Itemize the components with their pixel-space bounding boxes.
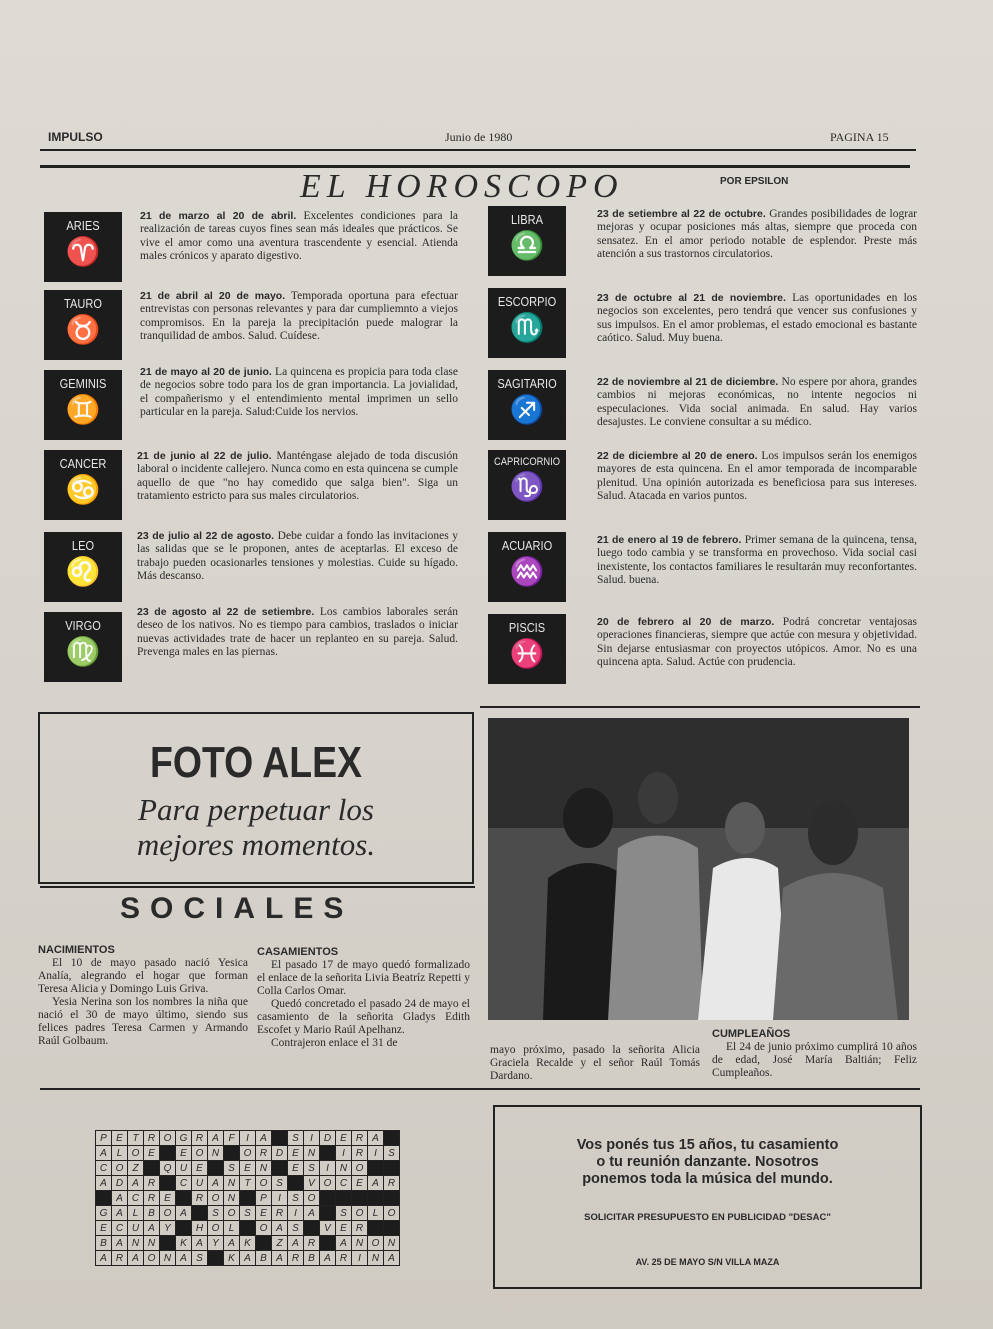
sign-dates: 21 de enero al 19 de febrero. xyxy=(597,534,742,546)
crossword-cell: R xyxy=(112,1251,128,1266)
crossword-cell: R xyxy=(384,1176,400,1191)
crossword-cell: A xyxy=(320,1251,336,1266)
sign-dates: 21 de abril al 20 de mayo. xyxy=(140,290,286,302)
sign-cancer xyxy=(44,450,122,520)
crossword-cell: H xyxy=(192,1221,208,1236)
crossword-black-cell xyxy=(320,1206,336,1221)
crossword-cell: A xyxy=(368,1131,384,1146)
crossword-cell: G xyxy=(96,1206,112,1221)
sign-name: ACUARIO xyxy=(501,538,553,553)
crossword-cell: O xyxy=(224,1206,240,1221)
crossword-cell: D xyxy=(112,1176,128,1191)
crossword-row xyxy=(96,1146,400,1161)
crossword-cell: C xyxy=(96,1161,112,1176)
crab-icon: ♋ xyxy=(65,474,101,505)
crossword-cell: A xyxy=(256,1131,272,1146)
casamientos-column xyxy=(257,946,470,1050)
crossword-cell: S xyxy=(288,1131,304,1146)
horoscope-leo xyxy=(137,530,458,584)
crossword-cell: O xyxy=(240,1146,256,1161)
crossword-cell: A xyxy=(96,1176,112,1191)
music-ad-text xyxy=(495,1137,920,1188)
sign-text: Excelentes condiciones para la realización de tareas cuyos fines sean más ideales que prácticos. Se vive el amor como una aventura trascendente y esencial. Atienda males crónicos y aparato digestivo. xyxy=(140,210,459,263)
crossword-cell: I xyxy=(304,1131,320,1146)
crossword-cell: A xyxy=(144,1221,160,1236)
crossword-cell: A xyxy=(112,1191,128,1206)
crossword-cell: N xyxy=(256,1161,272,1176)
sign-name: CAPRICORNIO xyxy=(494,456,560,468)
crossword-cell: S xyxy=(224,1161,240,1176)
crossword-cell: O xyxy=(160,1131,176,1146)
crossword-black-cell xyxy=(320,1191,336,1206)
crossword-cell: N xyxy=(224,1176,240,1191)
crossword-cell: V xyxy=(304,1176,320,1191)
crossword-black-cell xyxy=(336,1191,352,1206)
sign-dates: 21 de junio al 22 de julio. xyxy=(137,450,272,462)
sign-libra xyxy=(488,206,566,276)
crossword-black-cell xyxy=(208,1251,224,1266)
crossword-cell: C xyxy=(336,1176,352,1191)
sign-piscis xyxy=(488,614,566,684)
crossword-black-cell xyxy=(320,1146,336,1161)
crossword-black-cell xyxy=(96,1191,112,1206)
sign-virgo xyxy=(44,612,122,682)
sign-text: Manténgase alejado de toda discusión laboral o incidente callejero. Nunca como en esta quincena se cumple aquello de que "no hay comedido que salga bien". Siga un tratamiento estricto para sus males circulatorios. xyxy=(137,450,458,503)
sign-dates: 20 de febrero al 20 de marzo. xyxy=(597,616,775,628)
sign-text: La quincena es propicia para toda clase de negocios sobre todo para los de gran importancia. La jovialidad, el compañerismo y el entendimiento mental imprimen un sello particular en la pareja. Salud:Cuide los nervios. xyxy=(140,366,458,419)
scales-icon: ♎ xyxy=(509,230,545,261)
crossword-cell: D xyxy=(320,1131,336,1146)
sign-dates: 23 de setiembre al 22 de octubre. xyxy=(597,208,766,220)
goat-icon: ♑ xyxy=(509,471,545,502)
crossword-cell: E xyxy=(240,1161,256,1176)
sign-escorpio xyxy=(488,288,566,358)
crossword-cell: O xyxy=(256,1221,272,1236)
horoscope-acuario xyxy=(597,534,917,588)
sign-text: Primer semana de la quincena, tensa, luego todo cambia y se transforma en provechoso. Vida social casi inexistente, los contactos familiares le resultarán muy reconfortantes. Salud. buena. xyxy=(597,534,918,587)
issue-date: Junio de 1980 xyxy=(445,130,513,144)
crossword-cell: A xyxy=(176,1206,192,1221)
crossword-cell: O xyxy=(144,1251,160,1266)
crossword-black-cell xyxy=(384,1191,400,1206)
crossword-cell: E xyxy=(144,1146,160,1161)
crossword-cell: I xyxy=(336,1146,352,1161)
crossword-cell: I xyxy=(240,1131,256,1146)
crossword-cell: O xyxy=(208,1221,224,1236)
crossword-black-cell xyxy=(256,1236,272,1251)
sign-name: SAGITARIO xyxy=(497,376,557,391)
crossword-cell: T xyxy=(128,1131,144,1146)
crossword-cell: B xyxy=(304,1251,320,1266)
sign-dates: 23 de julio al 22 de agosto. xyxy=(137,530,275,542)
crossword-cell: A xyxy=(208,1176,224,1191)
crossword-cell: O xyxy=(304,1191,320,1206)
horoscope-piscis xyxy=(597,616,917,670)
crossword-black-cell xyxy=(304,1221,320,1236)
crossword-black-cell xyxy=(272,1161,288,1176)
music-ad-address: AV. 25 DE MAYO S/N VILLA MAZA xyxy=(635,1257,780,1267)
crossword-black-cell xyxy=(384,1161,400,1176)
sign-name: LIBRA xyxy=(511,212,543,227)
crossword-cell: V xyxy=(320,1221,336,1236)
crossword-black-cell xyxy=(272,1131,288,1146)
crossword-cell: A xyxy=(96,1146,112,1161)
crossword-cell: E xyxy=(288,1146,304,1161)
crossword-cell: K xyxy=(176,1236,192,1251)
crossword-cell: R xyxy=(192,1131,208,1146)
horoscope-tauro xyxy=(140,290,458,344)
crossword-black-cell xyxy=(384,1221,400,1236)
casamientos-item: El pasado 17 de mayo quedó formalizado el enlace de la señorita Livia Beatríz Repetti y Colla Carlos Omar. xyxy=(257,959,470,997)
sign-text: Los impulsos serán los enemigos mayores de esta quincena. En el amor temporada de incomparable plenitud. Una opinión autorizada es beneficiosa para sus intereses. Salud. Atacada en varios puntos. xyxy=(597,450,918,503)
crossword-cell: R xyxy=(144,1191,160,1206)
crossword-black-cell xyxy=(368,1191,384,1206)
crossword-cell: G xyxy=(176,1131,192,1146)
ad-subtitle xyxy=(40,792,472,862)
horoscope-libra xyxy=(597,208,917,262)
crossword-black-cell xyxy=(320,1236,336,1251)
crossword-black-cell xyxy=(160,1176,176,1191)
sign-text: Grandes posibilidades de lograr mejoras y ocupar posiciones más altas, siempre que proceda con sensatez. En el amor periodo notable de esplendor. Preste más atención a sus trastornos circulatorios. xyxy=(597,208,918,261)
crossword-row xyxy=(96,1176,400,1191)
crossword-cell: N xyxy=(128,1236,144,1251)
sign-name: LEO xyxy=(71,538,95,553)
crossword-black-cell xyxy=(352,1191,368,1206)
crossword-cell: N xyxy=(368,1251,384,1266)
crossword-cell: R xyxy=(288,1251,304,1266)
crossword-cell: E xyxy=(336,1221,352,1236)
crossword-cell: S xyxy=(192,1251,208,1266)
horoscope-cancer xyxy=(137,450,458,504)
crossword-cell: O xyxy=(160,1206,176,1221)
crossword-cell: A xyxy=(208,1131,224,1146)
crossword-cell: U xyxy=(176,1161,192,1176)
crossword-black-cell xyxy=(176,1221,192,1236)
crossword-cell: N xyxy=(144,1236,160,1251)
archer-icon: ♐ xyxy=(509,394,545,425)
crossword-cell: U xyxy=(192,1176,208,1191)
crossword-cell: O xyxy=(112,1161,128,1176)
sign-leo xyxy=(44,532,122,602)
crossword-cell: E xyxy=(288,1161,304,1176)
sign-text: Las oportunidades en los negocios son excelentes, pero tendrá que vencer sus confusiones y sus impulsos. En el amor problemas, el estado emocional es bastante caótico. Salud. Muy buena. xyxy=(597,292,917,345)
crossword-cell: R xyxy=(352,1146,368,1161)
crossword-cell: I xyxy=(352,1251,368,1266)
horoscope-capricornio xyxy=(597,450,917,504)
crossword-cell: L xyxy=(224,1221,240,1236)
sign-text: Temporada oportuna para efectuar entrevistas con personas relevantes y para dar cumpliemnto a viejos compromisos. En la pareja la precipitación puede malograr la tranquilidad de ambos. Salud. Cuídese. xyxy=(140,290,458,343)
sociales-title: SOCIALES xyxy=(120,892,354,925)
cumpleanos-item: El 24 de junio próximo cumplirá 10 años de edad, José María Baltián; Feliz Cumpleaños. xyxy=(712,1041,917,1079)
crossword-cell: I xyxy=(368,1146,384,1161)
music-ad-line-2: o tu reunión danzante. Nosotros xyxy=(596,1154,819,1170)
sign-text: Podrá concretar ventajosas operaciones financieras, siempre que actúe con mesura y objetividad. Sin dejarse entusiasmar con proyectos utópicos. Amor. No es una quincena apta. Salud. Actúe con prudencia. xyxy=(597,616,917,669)
sign-dates: 22 de noviembre al 21 de diciembre. xyxy=(597,376,779,388)
sign-sagitario xyxy=(488,370,566,440)
crossword-cell: R xyxy=(336,1251,352,1266)
header-rule xyxy=(40,149,916,151)
casamientos-item: Quedó concretado el pasado 24 de mayo el casamiento de la señorita Gladys Edith Escofet y Mario Raúl Apelhanz. xyxy=(257,998,470,1036)
crossword-cell: A xyxy=(384,1251,400,1266)
section-rule xyxy=(480,706,920,708)
sign-text: No espere por ahora, grandes cambios ni mejoras económicas, no intente negocios ni especulaciones. Vida social animada. En salud. Hay varios desajustes. Le conviene consultar a su médico. xyxy=(597,376,918,429)
crossword-cell: S xyxy=(208,1206,224,1221)
crossword-cell: R xyxy=(256,1146,272,1161)
crossword-cell: A xyxy=(240,1251,256,1266)
casamientos-heading: CASAMIENTOS xyxy=(257,946,339,958)
crossword-cell: Z xyxy=(272,1236,288,1251)
crossword-black-cell xyxy=(288,1176,304,1191)
crossword-row xyxy=(96,1131,400,1146)
crossword-cell: E xyxy=(176,1146,192,1161)
crossword-black-cell xyxy=(144,1161,160,1176)
scorpion-icon: ♏ xyxy=(509,312,545,343)
crossword-cell: O xyxy=(352,1161,368,1176)
crossword-cell: T xyxy=(240,1176,256,1191)
sign-acuario xyxy=(488,532,566,602)
cumpleanos-heading: CUMPLEAÑOS xyxy=(712,1028,791,1040)
crossword-black-cell xyxy=(368,1161,384,1176)
crossword-grid xyxy=(95,1130,400,1266)
crossword-cell: A xyxy=(192,1236,208,1251)
crossword-cell: R xyxy=(272,1206,288,1221)
crossword-cell: R xyxy=(192,1191,208,1206)
ram-icon: ♈ xyxy=(65,236,101,267)
sign-name: GEMINIS xyxy=(59,376,107,391)
crossword-cell: R xyxy=(144,1176,160,1191)
crossword-black-cell xyxy=(368,1221,384,1236)
cumpleanos-column xyxy=(712,1028,917,1080)
crossword-black-cell xyxy=(208,1161,224,1176)
crossword-cell: O xyxy=(368,1236,384,1251)
crossword-black-cell xyxy=(224,1146,240,1161)
sign-dates: 23 de agosto al 22 de setiembre. xyxy=(137,606,315,618)
ad-subtitle-line-2: mejores momentos. xyxy=(136,827,376,862)
crossword-cell: N xyxy=(160,1251,176,1266)
sign-dates: 23 de octubre al 21 de noviembre. xyxy=(597,292,786,304)
crossword-black-cell xyxy=(240,1191,256,1206)
music-ad-request: SOLICITAR PRESUPUESTO EN PUBLICIDAD "DESAC" xyxy=(584,1212,831,1223)
crossword-cell: A xyxy=(128,1176,144,1191)
crossword-cell: R xyxy=(352,1131,368,1146)
nacimientos-column xyxy=(38,944,248,1048)
lion-icon: ♌ xyxy=(65,556,101,587)
sign-name: CANCER xyxy=(59,456,107,471)
horoscope-geminis xyxy=(140,366,458,420)
sign-text: Debe cuidar a fondo las invitaciones y las salidas que se le proponen, antes de aceptarlas. El exceso de trabajo pueden ocasionarles tensiones y molestias. Cuide su hígado. Más descanso. xyxy=(137,530,459,583)
sign-name: VIRGO xyxy=(65,618,101,633)
crossword-cell: A xyxy=(112,1236,128,1251)
masthead-name: IMPULSO xyxy=(48,130,103,144)
crossword-row xyxy=(96,1221,400,1236)
crossword-cell: L xyxy=(112,1146,128,1161)
crossword-black-cell xyxy=(192,1206,208,1221)
casamientos-cont-text: mayo próximo, pasado la señorita Alicia Graciela Recalde y el señor Raúl Tomás Dardano. xyxy=(490,1044,700,1082)
crossword-black-cell xyxy=(384,1131,400,1146)
crossword-cell: A xyxy=(224,1236,240,1251)
crossword-cell: O xyxy=(192,1146,208,1161)
crossword-cell: E xyxy=(352,1176,368,1191)
horoscope-virgo xyxy=(137,606,458,660)
bull-icon: ♉ xyxy=(65,314,101,345)
crossword-cell: A xyxy=(96,1251,112,1266)
crossword-cell: Y xyxy=(160,1221,176,1236)
sign-name: ESCORPIO xyxy=(497,294,557,309)
crossword-cell: U xyxy=(128,1221,144,1236)
sign-capricornio xyxy=(488,450,566,520)
crossword-cell: N xyxy=(384,1236,400,1251)
crossword-row xyxy=(96,1236,400,1251)
crossword-cell: R xyxy=(352,1221,368,1236)
crossword-cell: N xyxy=(208,1146,224,1161)
sign-geminis xyxy=(44,370,122,440)
bottom-rule xyxy=(40,1088,920,1090)
crossword-cell: K xyxy=(224,1251,240,1266)
crossword-cell: E xyxy=(96,1221,112,1236)
water-bearer-icon: ♒ xyxy=(509,556,545,587)
crossword-row xyxy=(96,1206,400,1221)
sign-dates: 21 de mayo al 20 de junio. xyxy=(140,366,272,378)
crossword-cell: A xyxy=(368,1176,384,1191)
crossword-cell: E xyxy=(256,1206,272,1221)
nacimientos-heading: NACIMIENTOS xyxy=(38,944,115,956)
casamientos-continuation xyxy=(490,1044,700,1083)
casamientos-item: Contrajeron enlace el 31 de xyxy=(271,1037,398,1049)
crossword-cell: E xyxy=(192,1161,208,1176)
crossword-cell: C xyxy=(112,1221,128,1236)
crossword-cell: O xyxy=(352,1206,368,1221)
sign-name: PISCIS xyxy=(508,620,546,635)
crossword-cell: A xyxy=(304,1206,320,1221)
foto-alex-ad xyxy=(38,712,474,884)
crossword-cell: B xyxy=(256,1251,272,1266)
crossword-cell: Q xyxy=(160,1161,176,1176)
sign-tauro xyxy=(44,290,122,360)
sign-text: Los cambios laborales serán deseo de los nativos. No es tiempo para cambios, traslados o iniciar nuevas actividades trate de hacer un replanteo en su pareja. Salud. Prevenga males en las piernas. xyxy=(137,606,458,659)
crossword-cell: E xyxy=(160,1191,176,1206)
horoscope-byline: POR EPSILON xyxy=(720,176,789,187)
crossword-black-cell xyxy=(176,1191,192,1206)
wedding-photo-image xyxy=(488,718,909,1020)
crossword-black-cell xyxy=(160,1236,176,1251)
crossword-cell: B xyxy=(96,1236,112,1251)
crossword-cell: C xyxy=(176,1176,192,1191)
ad-subtitle-line-1: Para perpetuar los xyxy=(138,792,374,827)
crossword-cell: B xyxy=(144,1206,160,1221)
page-number: PAGINA 15 xyxy=(830,130,889,144)
crossword-cell: P xyxy=(256,1191,272,1206)
fish-icon: ♓ xyxy=(509,638,545,669)
crossword-cell: D xyxy=(272,1146,288,1161)
crossword-row xyxy=(96,1191,400,1206)
crossword-cell: A xyxy=(272,1251,288,1266)
crossword-cell: N xyxy=(224,1191,240,1206)
twins-icon: ♊ xyxy=(65,394,101,425)
horoscope-escorpio xyxy=(597,292,917,346)
crossword-cell: R xyxy=(144,1131,160,1146)
crossword-cell: N xyxy=(304,1146,320,1161)
crossword-row xyxy=(96,1251,400,1266)
sign-name: TAURO xyxy=(64,296,102,311)
crossword-cell: C xyxy=(128,1191,144,1206)
crossword-cell: I xyxy=(288,1206,304,1221)
crossword-cell: A xyxy=(112,1206,128,1221)
crossword-cell: I xyxy=(272,1191,288,1206)
crossword-cell: A xyxy=(288,1236,304,1251)
wedding-photo xyxy=(488,718,909,1020)
music-ad-line-1: Vos ponés tus 15 años, tu casamiento xyxy=(576,1137,839,1153)
sign-dates: 22 de diciembre al 20 de enero. xyxy=(597,450,758,462)
crossword-cell: N xyxy=(336,1161,352,1176)
crossword-row xyxy=(96,1161,400,1176)
crossword-cell: F xyxy=(224,1131,240,1146)
crossword-cell: K xyxy=(240,1236,256,1251)
nacimientos-item: Yesia Nerina son los nombres la niña que nació el 30 de mayo último, siendo sus felices padres Teresa Carmen y Armando Raúl Golbaum. xyxy=(38,996,248,1047)
crossword-cell: A xyxy=(176,1251,192,1266)
crossword-cell: L xyxy=(128,1206,144,1221)
sign-dates: 21 de marzo al 20 de abril. xyxy=(140,210,297,222)
crossword-cell: S xyxy=(336,1206,352,1221)
crossword-cell: O xyxy=(320,1176,336,1191)
horoscope-title: EL HOROSCOPO xyxy=(300,168,624,205)
music-ad-line-3: ponemos toda la música del mundo. xyxy=(582,1171,833,1187)
crossword-cell: A xyxy=(272,1221,288,1236)
crossword-cell: S xyxy=(240,1206,256,1221)
nacimientos-item: El 10 de mayo pasado nació Yesica Analía, alegrando el hogar que forman Teresa Alicia y Domingo Luis Griva. xyxy=(38,957,248,995)
horoscope-sagitario xyxy=(597,376,917,430)
crossword-cell: S xyxy=(272,1176,288,1191)
sign-aries xyxy=(44,212,122,282)
crossword-cell: P xyxy=(96,1131,112,1146)
crossword-cell: S xyxy=(288,1191,304,1206)
crossword-cell: Z xyxy=(128,1161,144,1176)
crossword-cell: O xyxy=(256,1176,272,1191)
crossword-cell: O xyxy=(128,1146,144,1161)
crossword-cell: A xyxy=(128,1251,144,1266)
crossword-cell: N xyxy=(352,1236,368,1251)
crossword-cell: E xyxy=(112,1131,128,1146)
crossword-cell: O xyxy=(208,1191,224,1206)
crossword-cell: E xyxy=(336,1131,352,1146)
crossword-cell: L xyxy=(368,1206,384,1221)
crossword-cell: Y xyxy=(208,1236,224,1251)
crossword-cell: I xyxy=(320,1161,336,1176)
sign-name: ARIES xyxy=(66,218,100,233)
virgin-icon: ♍ xyxy=(65,636,101,667)
crossword-black-cell xyxy=(160,1146,176,1161)
ad-title: FOTO ALEX xyxy=(150,738,362,787)
sociales-rule xyxy=(40,886,475,888)
crossword-cell: O xyxy=(384,1206,400,1221)
crossword-cell: R xyxy=(304,1236,320,1251)
horoscope-aries xyxy=(140,210,458,264)
crossword-cell: S xyxy=(304,1161,320,1176)
crossword-cell: S xyxy=(288,1221,304,1236)
crossword-cell: S xyxy=(384,1146,400,1161)
crossword-black-cell xyxy=(240,1221,256,1236)
music-ad xyxy=(493,1105,922,1289)
crossword-cell: A xyxy=(336,1236,352,1251)
